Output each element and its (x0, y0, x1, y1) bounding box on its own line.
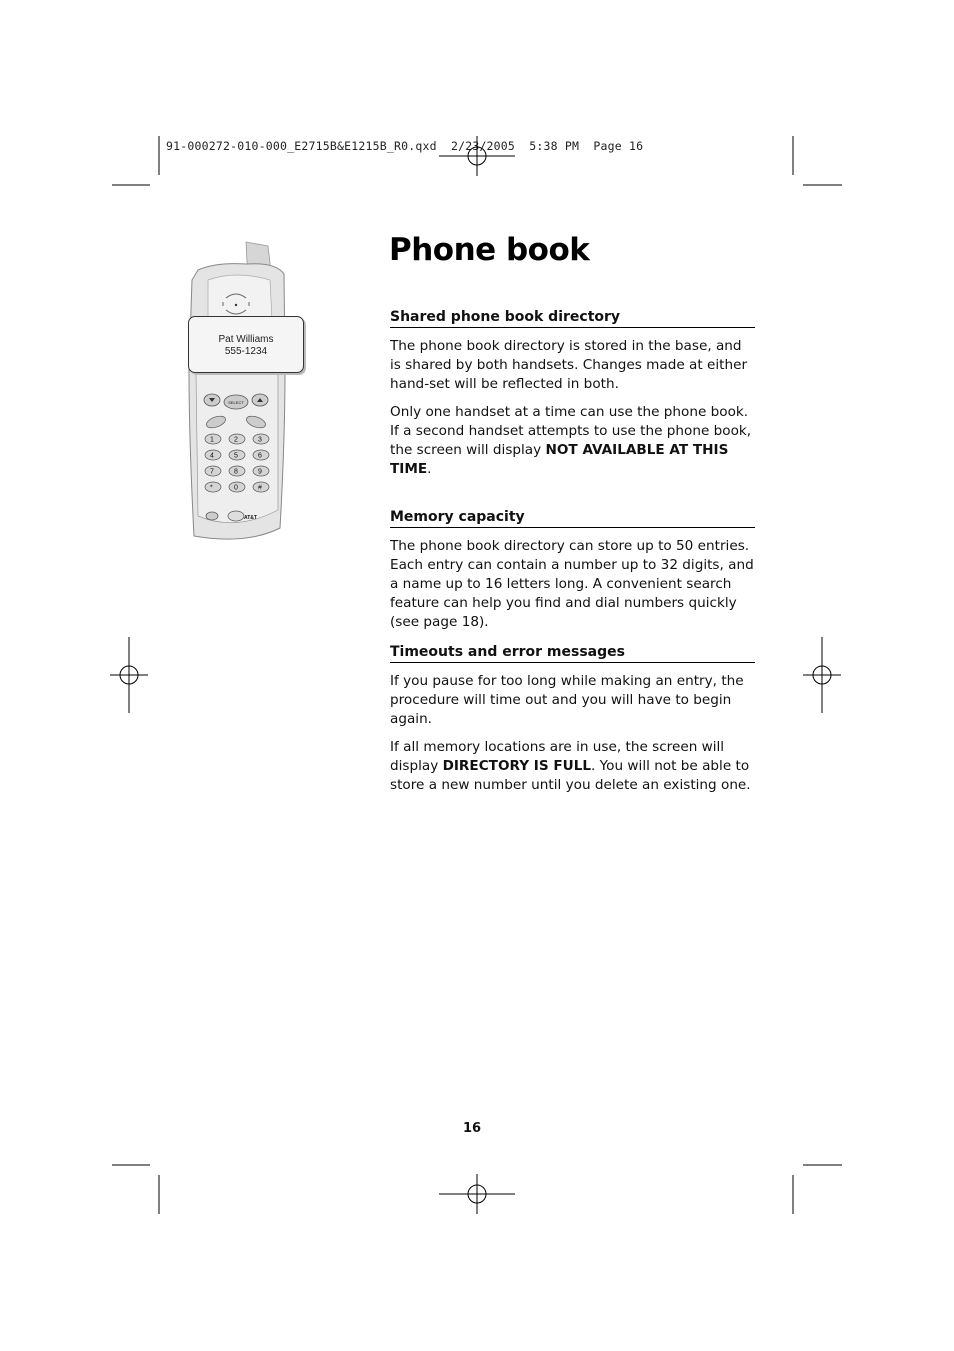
lcd-line-number: 555-1234 (224, 346, 268, 357)
key-label: 0 (234, 484, 238, 492)
key-label: 2 (234, 436, 238, 444)
display-message: NOT AVAILABLE AT THIS TIME (390, 442, 729, 477)
key-label: 7 (210, 468, 214, 476)
key-label: 3 (258, 436, 262, 444)
lcd-line-name: Pat Williams (218, 334, 274, 345)
phonebook-button (206, 512, 218, 520)
section-timeouts (390, 644, 755, 804)
key-* (205, 482, 221, 492)
section-heading: Shared phone book directory (390, 309, 755, 328)
key-label: 6 (258, 452, 262, 460)
text-run: . (427, 461, 432, 477)
section-memory-capacity (390, 509, 755, 641)
att-logo (228, 511, 244, 521)
key-label: 4 (210, 452, 214, 460)
printer-slug: 91-000272-010-000_E2715B&E1215B_R0.qxd 2/23/2005 5:38 PM Page 16 (166, 139, 644, 153)
handset-illustration (186, 240, 306, 545)
key-label: # (258, 484, 262, 492)
paragraph (390, 738, 755, 795)
key-label: 9 (258, 468, 262, 476)
paragraph: If you pause for too long while making an entry, the procedure will time out and you will have to begin again. (390, 673, 744, 727)
text-run: If all memory locations are in use, the screen will display (390, 739, 725, 774)
key-label: 8 (234, 468, 238, 476)
lcd-callout (188, 316, 304, 373)
page-number: 16 (463, 1121, 482, 1136)
text-run: Only one handset at a time can use the phone book. If a second handset attempts to use the phone book, the screen will display (390, 404, 752, 458)
key-label: 5 (234, 452, 238, 460)
page-title: Phone book (389, 232, 590, 268)
key-label: * (210, 484, 213, 492)
section-heading: Memory capacity (390, 509, 755, 528)
section-heading: Timeouts and error messages (390, 644, 755, 663)
section-shared-directory (390, 309, 755, 488)
display-message: DIRECTORY IS FULL (442, 758, 592, 774)
paragraph (390, 403, 755, 479)
text-run: . You will not be able to store a new number until you delete an existing one. (390, 758, 751, 793)
brand-label: AT&T (244, 515, 257, 521)
select-label: SELECT (228, 400, 244, 405)
paragraph: The phone book directory can store up to 50 entries. Each entry can contain a number up to 32 digits, and a name up to 16 letters long. A convenient search feature can help you find and dial numbers quickly (see page 18). (390, 538, 754, 630)
key-label: 1 (210, 436, 214, 444)
keypad-panel (196, 370, 278, 523)
paragraph: The phone book directory is stored in the base, and is shared by both handsets. Changes made at either hand-set will be reflected in both. (390, 338, 748, 392)
